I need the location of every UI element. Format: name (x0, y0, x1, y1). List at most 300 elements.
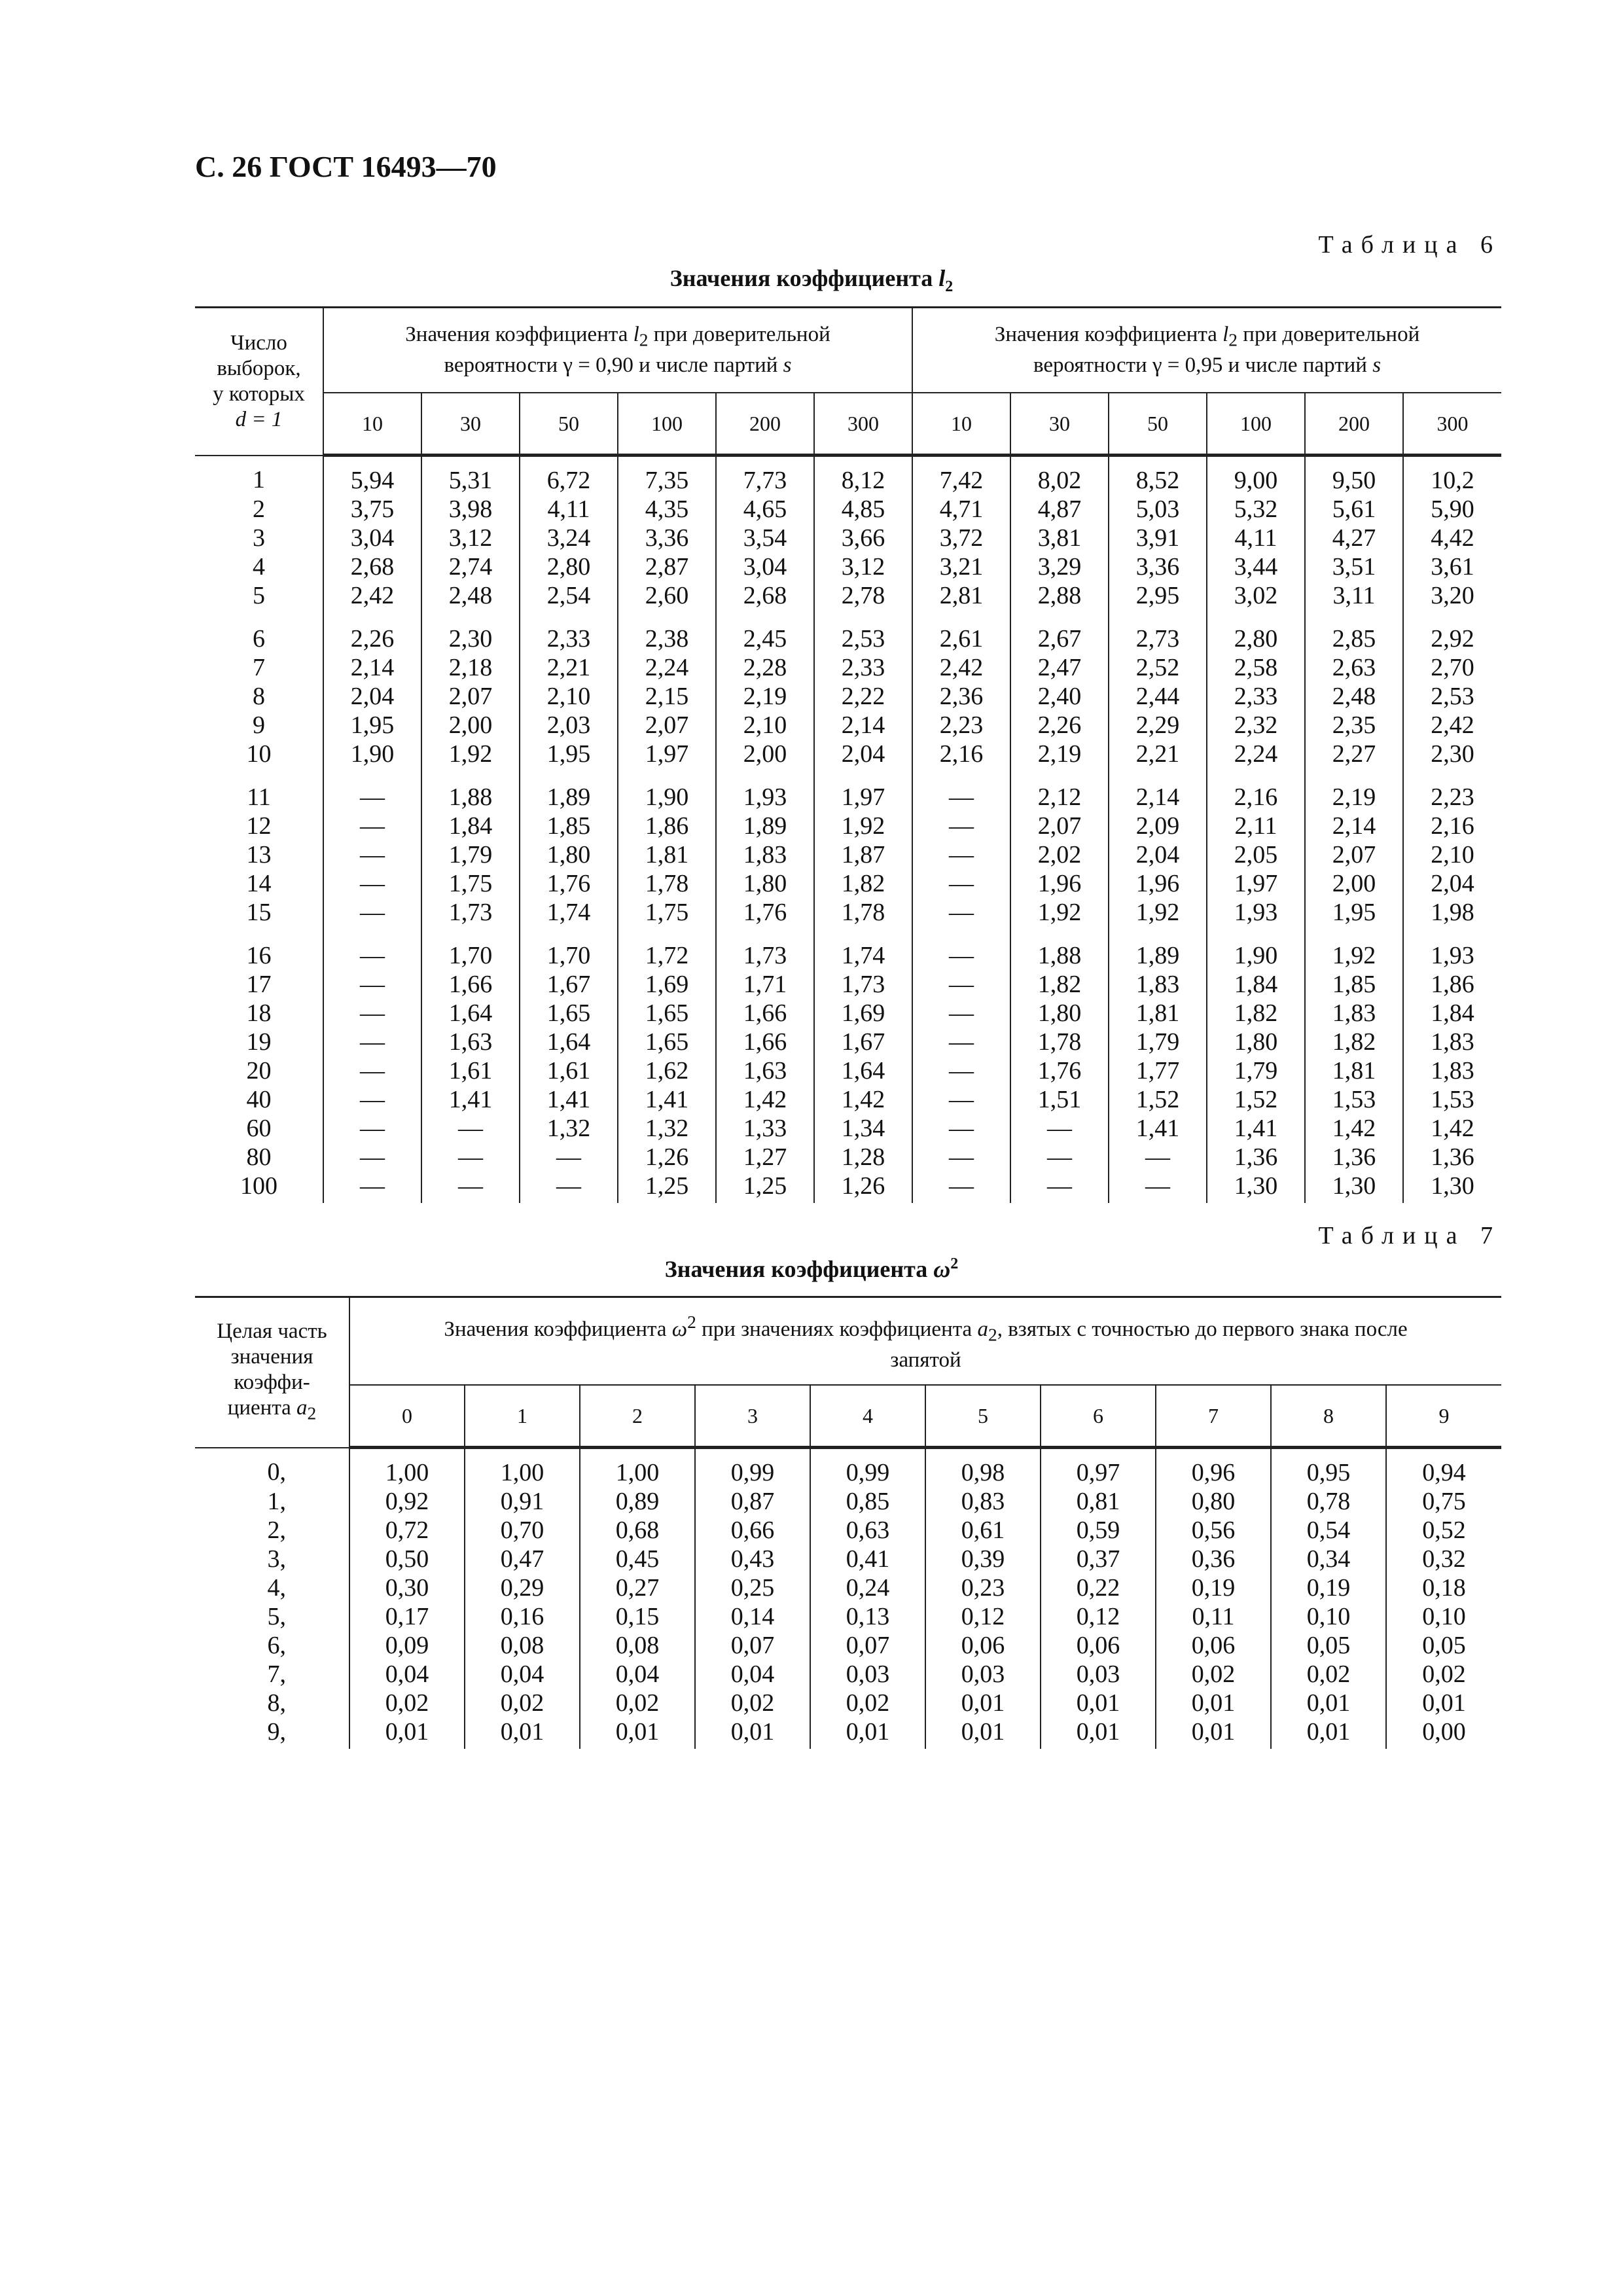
table-cell: 0,06 (1041, 1631, 1156, 1660)
table-cell: 3,11 (1305, 581, 1403, 610)
table-cell: 1,97 (814, 768, 912, 812)
column-header: 7 (1156, 1385, 1271, 1448)
table-cell: 1,90 (1207, 927, 1305, 970)
table-cell: 1,79 (1207, 1056, 1305, 1085)
table-cell: 0,66 (695, 1516, 810, 1545)
table-cell: 0,07 (695, 1631, 810, 1660)
table-cell: 1,65 (618, 1028, 716, 1056)
table-cell: 2,07 (421, 682, 520, 711)
table-cell: 0,01 (1156, 1717, 1271, 1749)
table-cell: 0,37 (1041, 1545, 1156, 1573)
table-cell: — (323, 1056, 421, 1085)
corner-line: коэффи- (234, 1370, 310, 1394)
table-cell: 2,30 (421, 610, 520, 653)
table-cell: — (323, 869, 421, 898)
table-cell: 0,01 (1271, 1717, 1386, 1749)
row-header-cell: 40 (195, 1085, 323, 1114)
row-header-cell: 8, (195, 1689, 349, 1717)
table-cell: 2,73 (1109, 610, 1207, 653)
corner-line: у которых (213, 382, 305, 406)
table-cell: 1,36 (1403, 1143, 1501, 1172)
table-cell: 1,63 (421, 1028, 520, 1056)
table-cell: 0,92 (349, 1487, 465, 1516)
table-cell: 3,24 (520, 524, 618, 552)
table-cell: — (421, 1114, 520, 1143)
table-cell: 4,87 (1010, 495, 1109, 524)
corner-text: циента (227, 1395, 297, 1420)
table-cell: 1,92 (421, 740, 520, 768)
table-cell: 1,32 (618, 1114, 716, 1143)
table-cell: 0,05 (1386, 1631, 1501, 1660)
table-cell: — (912, 1028, 1010, 1056)
table-cell: 0,11 (1156, 1602, 1271, 1631)
table-cell: 0,29 (465, 1573, 580, 1602)
table-cell: 1,86 (618, 812, 716, 840)
table-cell: 1,95 (1305, 898, 1403, 927)
row-header-cell: 20 (195, 1056, 323, 1085)
table-cell: — (912, 1114, 1010, 1143)
table-cell: 0,14 (695, 1602, 810, 1631)
table-cell: 3,04 (323, 524, 421, 552)
table-cell: 1,26 (618, 1143, 716, 1172)
table-cell: 2,26 (1010, 711, 1109, 740)
table-cell: 1,42 (814, 1085, 912, 1114)
table-cell: 7,42 (912, 456, 1010, 495)
table-cell: 2,85 (1305, 610, 1403, 653)
table-cell: 1,86 (1403, 970, 1501, 999)
table-cell: 1,90 (323, 740, 421, 768)
table-cell: 1,36 (1207, 1143, 1305, 1172)
table-cell: 2,54 (520, 581, 618, 610)
corner-var: d = 1 (235, 407, 283, 431)
table-cell: 1,69 (814, 999, 912, 1028)
table-cell: 0,34 (1271, 1545, 1386, 1573)
table-cell: 0,02 (810, 1689, 925, 1717)
table-cell: 3,98 (421, 495, 520, 524)
table-cell: 1,81 (1305, 1056, 1403, 1085)
table-cell: 3,29 (1010, 552, 1109, 581)
table-cell: 1,66 (421, 970, 520, 999)
table-cell: — (323, 1114, 421, 1143)
g-text: Значения коэффициента (444, 1318, 672, 1342)
row-header-cell: 3 (195, 524, 323, 552)
table-row (195, 1143, 1501, 1172)
table-cell: 1,80 (1010, 999, 1109, 1028)
g-sub: 2 (988, 1324, 997, 1345)
table-cell: 4,11 (520, 495, 618, 524)
table-cell: 2,21 (1109, 740, 1207, 768)
table-cell: 2,35 (1305, 711, 1403, 740)
table-cell: 2,14 (1109, 768, 1207, 812)
table-cell: — (323, 927, 421, 970)
table-cell: 0,04 (349, 1660, 465, 1689)
table-cell: 1,73 (814, 970, 912, 999)
row-header-cell: 80 (195, 1143, 323, 1172)
table-cell: — (912, 768, 1010, 812)
table-cell: — (323, 1143, 421, 1172)
table-cell: 2,27 (1305, 740, 1403, 768)
table-cell: 1,97 (1207, 869, 1305, 898)
table6-title-sub: 2 (945, 278, 954, 296)
table-cell: 1,80 (520, 840, 618, 869)
table-cell: 0,23 (925, 1573, 1041, 1602)
table-cell: — (912, 812, 1010, 840)
table-cell: — (912, 1056, 1010, 1085)
table-cell: 2,14 (814, 711, 912, 740)
table-cell: 0,43 (695, 1545, 810, 1573)
table-cell: 1,65 (618, 999, 716, 1028)
corner-line (199, 407, 319, 433)
page-header: С. 26 ГОСТ 16493—70 (195, 150, 497, 183)
table-cell: 1,96 (1109, 869, 1207, 898)
table7-label: Таблица 7 (1318, 1222, 1501, 1249)
table-cell: 4,27 (1305, 524, 1403, 552)
table-cell: 2,48 (1305, 682, 1403, 711)
table-cell: 3,36 (618, 524, 716, 552)
table-row (195, 740, 1501, 768)
column-header: 100 (618, 393, 716, 456)
table-cell: 3,81 (1010, 524, 1109, 552)
table6-title-var: l (938, 265, 946, 291)
table-cell: 1,93 (1403, 927, 1501, 970)
table6-corner-header (195, 308, 323, 456)
table6-title (0, 264, 1623, 296)
table-cell: 0,17 (349, 1602, 465, 1631)
table-row (195, 1056, 1501, 1085)
table-cell: 7,73 (716, 456, 814, 495)
table-cell: 2,61 (912, 610, 1010, 653)
table-cell: 0,05 (1271, 1631, 1386, 1660)
row-header-cell: 7, (195, 1660, 349, 1689)
table-cell: 2,19 (716, 682, 814, 711)
column-header: 6 (1041, 1385, 1156, 1448)
table-cell: 1,64 (520, 1028, 618, 1056)
table-cell: 2,95 (1109, 581, 1207, 610)
table-cell: 2,60 (618, 581, 716, 610)
table-cell: 1,61 (520, 1056, 618, 1085)
table-cell: 2,44 (1109, 682, 1207, 711)
table-cell: 1,33 (716, 1114, 814, 1143)
table-cell: 3,72 (912, 524, 1010, 552)
row-header-cell: 16 (195, 927, 323, 970)
table-cell: 1,85 (1305, 970, 1403, 999)
table-cell: 1,95 (323, 711, 421, 740)
table-cell: 1,83 (1403, 1056, 1501, 1085)
table-cell: 1,83 (1403, 1028, 1501, 1056)
table-cell: 1,67 (520, 970, 618, 999)
g-text: при значениях коэффициента (696, 1318, 978, 1342)
table7-group-header (349, 1297, 1501, 1386)
table-cell: 1,34 (814, 1114, 912, 1143)
row-header-cell: 13 (195, 840, 323, 869)
row-header-cell: 5, (195, 1602, 349, 1631)
table-cell: 2,45 (716, 610, 814, 653)
table-row (195, 1602, 1501, 1631)
g-text: , взятых с точностью до первого знака после (997, 1318, 1408, 1342)
table-cell: 1,41 (421, 1085, 520, 1114)
table-cell: 1,98 (1403, 898, 1501, 927)
table-cell: 10,2 (1403, 456, 1501, 495)
table-cell: 1,41 (1207, 1114, 1305, 1143)
table7 (195, 1296, 1501, 1749)
table-cell: 1,88 (1010, 927, 1109, 970)
table-cell: 2,80 (520, 552, 618, 581)
table-cell: 2,18 (421, 653, 520, 682)
table-cell: 2,40 (1010, 682, 1109, 711)
table-cell: 4,65 (716, 495, 814, 524)
g-sup: 2 (687, 1312, 696, 1333)
table-cell: 1,95 (520, 740, 618, 768)
row-header-cell: 12 (195, 812, 323, 840)
table-cell: 1,41 (618, 1085, 716, 1114)
table6-title-text: Значения коэффициента (669, 265, 939, 291)
g2-var: l (1222, 323, 1229, 347)
column-header: 100 (1207, 393, 1305, 456)
table-cell: — (912, 999, 1010, 1028)
table-cell: 0,03 (925, 1660, 1041, 1689)
table-cell: 0,03 (1041, 1660, 1156, 1689)
table-cell: — (912, 840, 1010, 869)
table-cell: — (323, 1085, 421, 1114)
table-cell: 1,81 (1109, 999, 1207, 1028)
table-cell: 8,12 (814, 456, 912, 495)
table-cell: — (421, 1172, 520, 1203)
table-cell: — (912, 1143, 1010, 1172)
table-cell: 2,48 (421, 581, 520, 610)
table-row (195, 1545, 1501, 1573)
table-cell: 0,36 (1156, 1545, 1271, 1573)
table-cell: 8,52 (1109, 456, 1207, 495)
table-row (195, 812, 1501, 840)
table-cell: 2,23 (912, 711, 1010, 740)
g2-text: Значения коэффициента (994, 323, 1223, 347)
table7-title (0, 1255, 1623, 1283)
table-cell: — (1010, 1114, 1109, 1143)
table-cell: 0,10 (1271, 1602, 1386, 1631)
corner-line: Целая часть (217, 1319, 327, 1343)
table-cell: 1,96 (1010, 869, 1109, 898)
table6-group2-header (912, 308, 1501, 393)
table-cell: 2,00 (1305, 869, 1403, 898)
column-header: 10 (912, 393, 1010, 456)
table-cell: 0,13 (810, 1602, 925, 1631)
table-cell: 0,47 (465, 1545, 580, 1573)
table-cell: 1,71 (716, 970, 814, 999)
table-row (195, 1717, 1501, 1749)
table7-title-var: ω (933, 1256, 951, 1282)
table-cell: 1,82 (1010, 970, 1109, 999)
table-cell: 2,22 (814, 682, 912, 711)
table-cell: 0,96 (1156, 1448, 1271, 1488)
table-cell: 1,26 (814, 1172, 912, 1203)
table-cell: 2,11 (1207, 812, 1305, 840)
table-cell: 1,62 (618, 1056, 716, 1085)
table-row (195, 840, 1501, 869)
table-cell: 1,97 (618, 740, 716, 768)
table-cell: 0,01 (1271, 1689, 1386, 1717)
row-header-cell: 8 (195, 682, 323, 711)
table-cell: 2,04 (1403, 869, 1501, 898)
table-cell: 2,30 (1403, 740, 1501, 768)
table6-label: Таблица 6 (1318, 231, 1501, 259)
table-row (195, 1172, 1501, 1203)
row-header-cell: 2 (195, 495, 323, 524)
g2-text: вероятности γ = 0,95 и числе партий (1033, 353, 1373, 377)
table-row (195, 552, 1501, 581)
table-cell: 1,36 (1305, 1143, 1403, 1172)
table-cell: 4,85 (814, 495, 912, 524)
table-cell: 2,92 (1403, 610, 1501, 653)
table-cell: 1,51 (1010, 1085, 1109, 1114)
table7-corner-header (195, 1297, 349, 1448)
table-row (195, 869, 1501, 898)
table-cell: 2,14 (323, 653, 421, 682)
table-cell: 2,02 (1010, 840, 1109, 869)
table-cell: 2,05 (1207, 840, 1305, 869)
table-cell: 1,30 (1305, 1172, 1403, 1203)
table-cell: 0,68 (580, 1516, 695, 1545)
table-cell: 0,04 (695, 1660, 810, 1689)
table-cell: 0,70 (465, 1516, 580, 1545)
table-cell: 1,70 (421, 927, 520, 970)
column-header: 50 (520, 393, 618, 456)
table-cell: 3,51 (1305, 552, 1403, 581)
table-cell: 0,06 (1156, 1631, 1271, 1660)
table-cell: 0,50 (349, 1545, 465, 1573)
table-cell: 0,08 (580, 1631, 695, 1660)
table-cell: 2,42 (1403, 711, 1501, 740)
table-cell: 2,24 (1207, 740, 1305, 768)
table-cell: 3,54 (716, 524, 814, 552)
table-cell: 1,41 (520, 1085, 618, 1114)
table-cell: 0,41 (810, 1545, 925, 1573)
table-cell: 0,01 (1041, 1717, 1156, 1749)
table-cell: 0,80 (1156, 1487, 1271, 1516)
table-cell: 2,53 (1403, 682, 1501, 711)
table-cell: 2,33 (1207, 682, 1305, 711)
table-cell: 0,39 (925, 1545, 1041, 1573)
table-cell: — (912, 1172, 1010, 1203)
row-header-cell: 4 (195, 552, 323, 581)
table-cell: 1,28 (814, 1143, 912, 1172)
row-header-cell: 60 (195, 1114, 323, 1143)
table-row (195, 610, 1501, 653)
table-cell: 1,64 (421, 999, 520, 1028)
corner-line (199, 1395, 345, 1426)
table-cell: 0,02 (580, 1689, 695, 1717)
table-cell: — (1010, 1143, 1109, 1172)
table-row (195, 581, 1501, 610)
row-header-cell: 3, (195, 1545, 349, 1573)
table-cell: 2,36 (912, 682, 1010, 711)
table-cell: — (912, 869, 1010, 898)
table-cell: 1,74 (814, 927, 912, 970)
table-cell: 0,02 (1156, 1660, 1271, 1689)
g2-text: при доверительной (1238, 323, 1420, 347)
table7-title-sup: 2 (950, 1255, 959, 1272)
table-cell: 2,04 (814, 740, 912, 768)
table-row (195, 999, 1501, 1028)
table-cell: 0,04 (465, 1660, 580, 1689)
column-header: 30 (1010, 393, 1109, 456)
table-cell: 1,42 (1305, 1114, 1403, 1143)
table-cell: — (912, 1085, 1010, 1114)
table-cell: 1,92 (814, 812, 912, 840)
table-cell: 1,00 (465, 1448, 580, 1488)
table-cell: 1,52 (1207, 1085, 1305, 1114)
table-cell: 2,68 (323, 552, 421, 581)
table-cell: 2,67 (1010, 610, 1109, 653)
table-cell: 0,01 (925, 1717, 1041, 1749)
table-cell: 3,66 (814, 524, 912, 552)
table-cell: 0,61 (925, 1516, 1041, 1545)
table-cell: 3,44 (1207, 552, 1305, 581)
table-cell: 2,78 (814, 581, 912, 610)
table-cell: 1,93 (1207, 898, 1305, 927)
row-header-cell: 10 (195, 740, 323, 768)
g1-text: Значения коэффициента (405, 323, 633, 347)
column-header: 300 (1403, 393, 1501, 456)
column-header: 200 (716, 393, 814, 456)
table-cell: 0,02 (349, 1689, 465, 1717)
table-cell: 1,84 (1403, 999, 1501, 1028)
table-cell: 1,82 (1305, 1028, 1403, 1056)
table-cell: 1,90 (618, 768, 716, 812)
table-cell: 1,78 (814, 898, 912, 927)
row-header-cell: 9 (195, 711, 323, 740)
table-cell: 2,52 (1109, 653, 1207, 682)
table-row (195, 1448, 1501, 1488)
table-cell: 0,08 (465, 1631, 580, 1660)
table-cell: 1,74 (520, 898, 618, 927)
table-cell: 2,04 (323, 682, 421, 711)
table-cell: 0,87 (695, 1487, 810, 1516)
table-cell: 0,07 (810, 1631, 925, 1660)
table-cell: 0,01 (695, 1717, 810, 1749)
table-cell: 1,76 (1010, 1056, 1109, 1085)
table-cell: 0,02 (1271, 1660, 1386, 1689)
table-cell: 0,16 (465, 1602, 580, 1631)
g1-var: s (783, 353, 792, 377)
table-cell: 0,98 (925, 1448, 1041, 1488)
table-cell: 5,32 (1207, 495, 1305, 524)
table-cell: 2,09 (1109, 812, 1207, 840)
table-cell: — (912, 970, 1010, 999)
table-cell: 2,23 (1403, 768, 1501, 812)
table-cell: 0,95 (1271, 1448, 1386, 1488)
table-cell: 2,42 (912, 653, 1010, 682)
table-row (195, 1028, 1501, 1056)
table-cell: 1,92 (1010, 898, 1109, 927)
table-cell: 0,01 (810, 1717, 925, 1749)
table-row (195, 1487, 1501, 1516)
table-cell: 4,42 (1403, 524, 1501, 552)
table-cell: 1,81 (618, 840, 716, 869)
g2-sub: 2 (1228, 329, 1238, 350)
table-cell: 2,29 (1109, 711, 1207, 740)
column-header: 9 (1386, 1385, 1501, 1448)
table-cell: 1,82 (814, 869, 912, 898)
table-cell: 0,12 (1041, 1602, 1156, 1631)
table-cell: — (323, 768, 421, 812)
table-row (195, 711, 1501, 740)
table-cell: 0,01 (349, 1717, 465, 1749)
table-cell: 0,85 (810, 1487, 925, 1516)
table-cell: 1,00 (580, 1448, 695, 1488)
table-cell: 1,78 (1010, 1028, 1109, 1056)
table6 (195, 306, 1501, 1203)
table-cell: 5,61 (1305, 495, 1403, 524)
